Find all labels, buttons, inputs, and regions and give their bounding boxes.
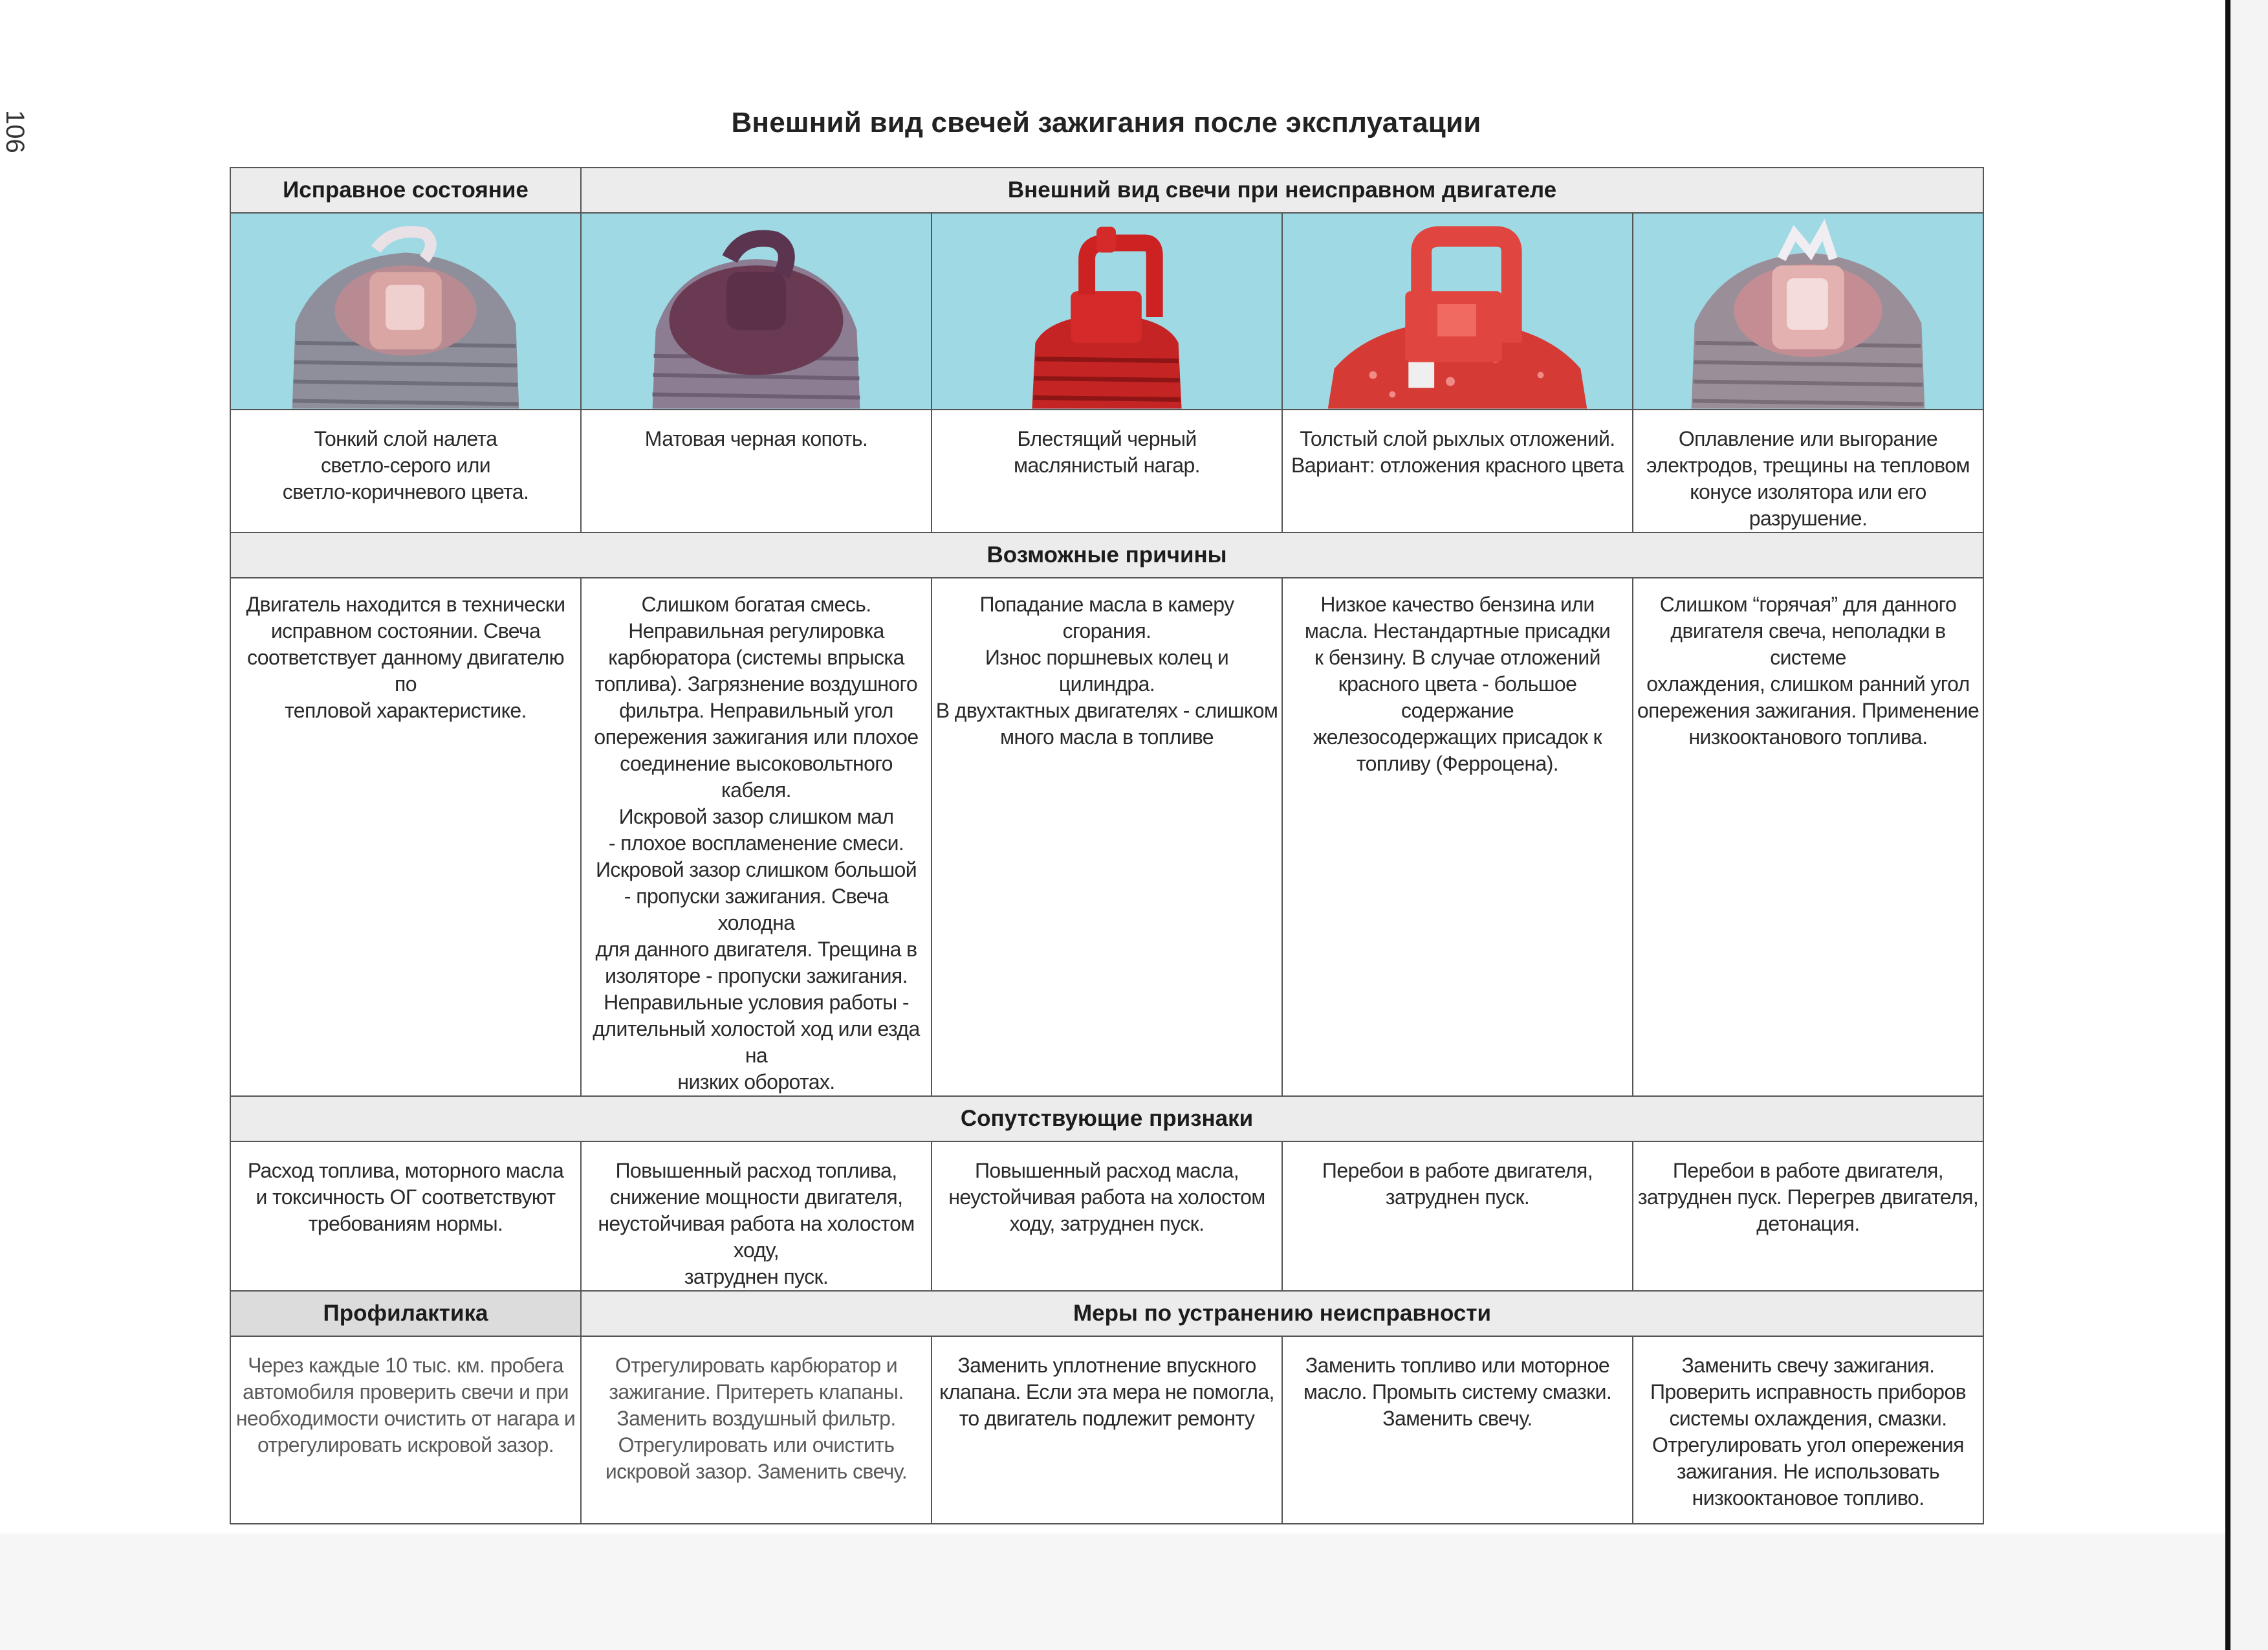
sign-cell: Расход топлива, моторного масла и токсичность ОГ соответствуют требованиям нормы. [230,1141,581,1291]
header-remedies: Меры по устранению неисправности [581,1291,1983,1336]
signs-header-row [230,1096,1983,1141]
sign-cell: Перебои в работе двигателя, затруднен пуск. [1282,1141,1633,1291]
photo-cell [230,213,581,410]
spark-plug-loose-deposits-icon [1283,214,1632,409]
remedy-cell: Через каждые 10 тыс. км. пробега автомобиля проверить свечи и при необходимости очистить от нагара и отрегулировать искровой зазор. [230,1336,581,1524]
cause-cell: Низкое качество бензина или масла. Нестандартные присадки к бензину. В случае отложений красного цвета - большое содержание железосодержащих присадок к топливу (Ферроцена). [1282,578,1633,1096]
remedies-row [230,1336,1983,1524]
remedy-cell: Отрегулировать карбюратор и зажигание. Притереть клапаны. Заменить воздушный фильтр. Отрегулировать или очистить искровой зазор. Заменить свечу. [581,1336,932,1524]
cause-cell: Попадание масла в камеру сгорания. Износ поршневых колец и цилиндра. В двухтактных двигателях - слишком много масла в топливе [932,578,1282,1096]
spark-plug-black-soot-icon [582,214,931,409]
cause-cell: Двигатель находится в технически исправном состоянии. Свеча соответствует данному двигателю по тепловой характеристике. [230,578,581,1096]
page-number: 106 [1,110,29,153]
remedies-header-row [230,1291,1983,1336]
appearance-cell: Блестящий черный маслянистый нагар. [932,410,1282,533]
header-accompanying-signs: Сопутствующие признаки [230,1096,1983,1141]
header-faulty-appearance: Внешний вид свечи при неисправном двигателе [581,168,1983,213]
remedy-cell: Заменить свечу зажигания. Проверить исправность приборов системы охлаждения, смазки. Отрегулировать угол опережения зажигания. Не использовать низкооктановое топливо. [1633,1336,1983,1524]
appearance-cell: Матовая черная копоть. [581,410,932,533]
header-prevention: Профилактика [230,1291,581,1336]
appearance-cell: Толстый слой рыхлых отложений. Вариант: отложения красного цвета [1282,410,1633,533]
remedy-cell: Заменить топливо или моторное масло. Промыть систему смазки. Заменить свечу. [1282,1336,1633,1524]
photo-cell [1633,213,1983,410]
cause-cell: Слишком богатая смесь. Неправильная регулировка карбюратора (системы впрыска топлива). Загрязнение воздушного фильтра. Неправильный угол опережения зажигания или плохое соединение высоковольтного кабеля. Искровой зазор слишком мал - плохое воспламенение смеси. Искровой зазор слишком большой - пропуски зажигания. Свеча холодна для данного двигателя. Трещина в изоляторе - пропуски зажигания. Неправильные условия работы - длительный холостой ход или езда на низких оборотах. [581,578,932,1096]
scan-bottom-shade [0,1534,2225,1650]
spark-plug-melted-electrode-icon [1633,214,1983,409]
remedy-cell: Заменить уплотнение впускного клапана. Если эта мера не помогла, то двигатель подлежит ремонту [932,1336,1282,1524]
photo-row [230,213,1983,410]
appearance-row [230,410,1983,533]
causes-header-row [230,533,1983,578]
appearance-cell: Оплавление или выгорание электродов, трещины на тепловом конусе изолятора или его разрушение. [1633,410,1983,533]
spark-plug-oily-carbon-icon [932,214,1281,409]
photo-cell [932,213,1282,410]
spark-plug-normal-icon [231,214,580,409]
sign-cell: Перебои в работе двигателя, затруднен пуск. Перегрев двигателя, детонация. [1633,1141,1983,1291]
photo-cell [581,213,932,410]
sign-cell: Повышенный расход масла, неустойчивая работа на холостом ходу, затруднен пуск. [932,1141,1282,1291]
scan-margin [2230,0,2268,1650]
spark-plug-table [230,167,1984,1524]
cause-cell: Слишком “горячая” для данного двигателя свеча, неполадки в системе охлаждения, слишком ранний угол опережения зажигания. Применение низкооктанового топлива. [1633,578,1983,1096]
page-title: Внешний вид свечей зажигания после эксплуатации [731,107,1481,138]
signs-row [230,1141,1983,1291]
header-normal-state: Исправное состояние [230,168,581,213]
photo-cell [1282,213,1633,410]
sign-cell: Повышенный расход топлива, снижение мощности двигателя, неустойчивая работа на холостом ходу, затруднен пуск. [581,1141,932,1291]
header-possible-causes: Возможные причины [230,533,1983,578]
appearance-cell: Тонкий слой налета светло-серого или светло-коричневого цвета. [230,410,581,533]
scan-edge [2225,0,2230,1650]
causes-row [230,578,1983,1096]
header-row [230,168,1983,213]
